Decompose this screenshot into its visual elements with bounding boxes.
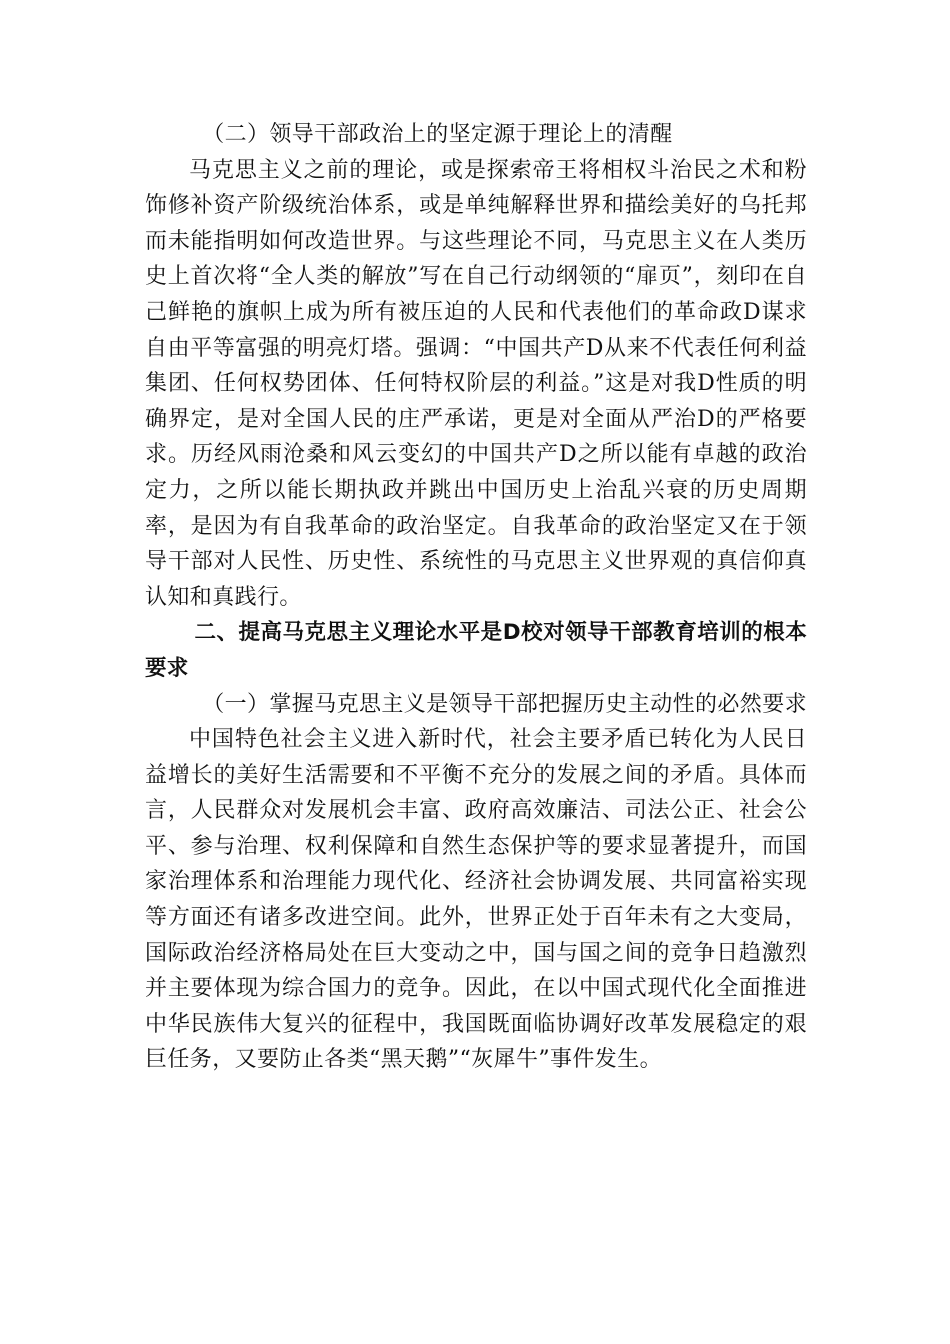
- paragraph-1: 马克思主义之前的理论，或是探索帝王将相权斗治民之术和粉饰修补资产阶级统治体系，或是单纯解释世界和描绘美好的乌托邦而未能指明如何改造世界。与这些理论不同，马克思主义在人类历史上首次将“全人类的解放”写在自己行动纲领的“扉页”，刻印在自己鲜艳的旗帜上成为所有被压迫的人民和代表他们的革命政D谋求自由平等富强的明亮灯塔。强调：“中国共产D从来不代表任何利益集团、任何权势团体、任何特权阶层的利益。”这是对我D性质的明确界定，是对全国人民的庄严承诺，更是对全面从严治D的严格要求。历经风雨沧桑和风云变幻的中国共产D之所以能有卓越的政治定力，之所以能长期执政并跳出中国历史上治乱兴衰的历史周期率，是因为有自我革命的政治坚定。自我革命的政治坚定又在于领导干部对人民性、历史性、系统性的马克思主义世界观的真信仰真认知和真践行。: [145, 157, 807, 610]
- section-2-heading: 二、提高马克思主义理论水平是D校对领导干部教育培训的根本要求: [145, 620, 807, 681]
- document-body: [145, 117, 807, 1078]
- subsection-2-title: （二）领导干部政治上的坚定源于理论上的清醒: [202, 122, 673, 147]
- subsection-1-title: （一）掌握马克思主义是领导干部把握历史主动性的必然要求: [202, 691, 807, 717]
- paragraph-2: 中国特色社会主义进入新时代，社会主要矛盾已转化为人民日益增长的美好生活需要和不平衡不充分的发展之间的矛盾。具体而言，人民群众对发展机会丰富、政府高效廉洁、司法公正、社会公平、参与治理、权利保障和自然生态保护等的要求显著提升，而国家治理体系和治理能力现代化、经济社会协调发展、共同富裕实现等方面还有诸多改进空间。此外，世界正处于百年未有之大变局，国际政治经济格局处在巨大变动之中，国与国之间的竞争日趋激烈并主要体现为综合国力的竞争。因此，在以中国式现代化全面推进中华民族伟大复兴的征程中，我国既面临协调好改革发展稳定的艰巨任务，又要防止各类“黑天鹅”“灰犀牛”事件发生。: [145, 727, 807, 1073]
